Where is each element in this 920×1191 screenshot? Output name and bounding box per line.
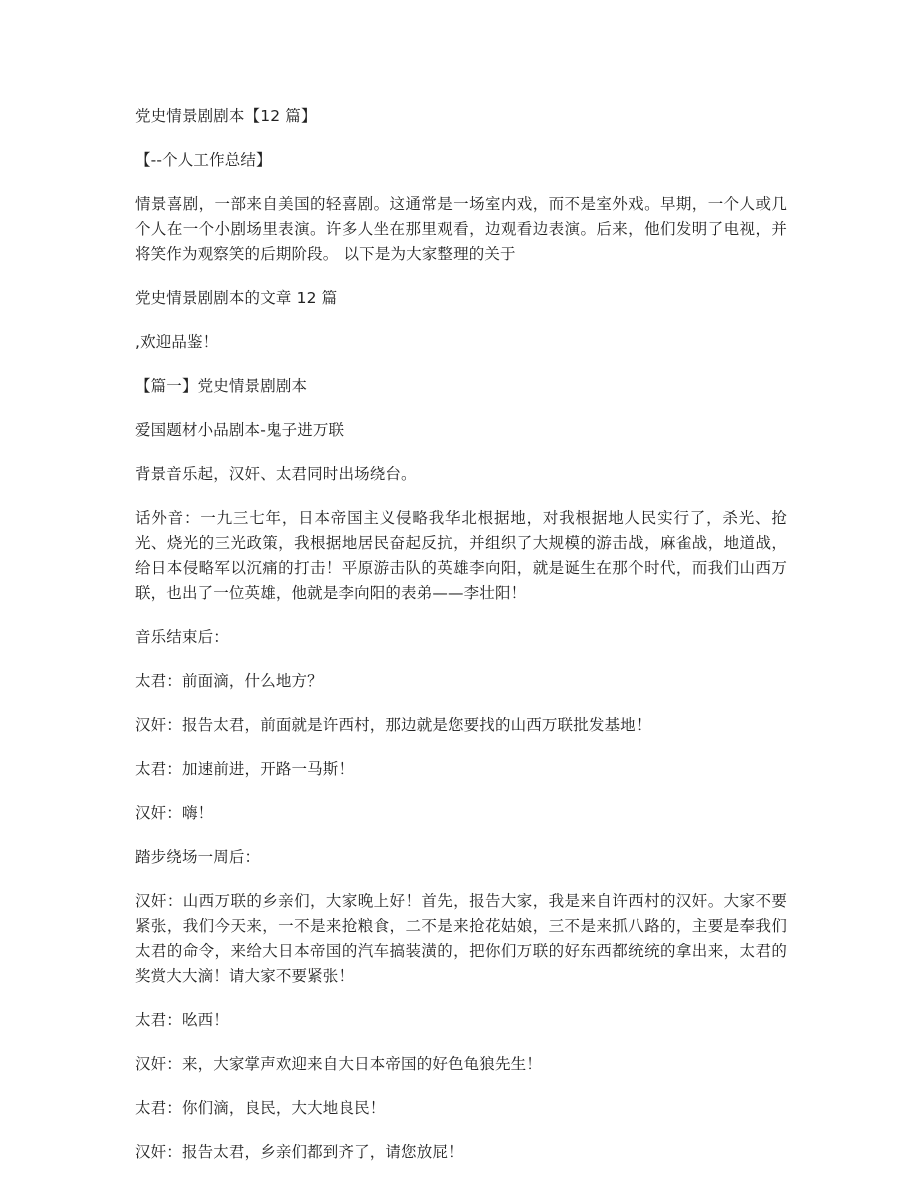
stage-direction: 音乐结束后：: [135, 628, 229, 646]
stage-direction: 背景音乐起，汉奸、太君同时出场绕台。: [135, 465, 417, 483]
dialogue-line: 汉奸：嗨！: [135, 804, 214, 822]
dialogue-line: 汉奸：报告太君，前面就是许西村，那边就是您要找的山西万联批发基地！: [135, 716, 652, 734]
script-title: 爱国题材小品剧本-鬼子进万联: [135, 421, 345, 439]
dialogue-line: 太君：前面滴，什么地方？: [135, 672, 323, 690]
document-body: [135, 104, 787, 1184]
dialogue-line: 话外音：一九三七年，日本帝国主义侵略我华北根据地，对我根据地人民实行了，杀光、抢光、烧光的三光政策，我根据地居民奋起反抗，并组织了大规模的游击战，麻雀战，地道战，给日本侵略军以沉痛的打击！平原游击队的英雄李向阳，就是诞生在那个时代，而我们山西万联，也出了一位英雄，他就是李向阳的表弟——李壮阳！: [135, 509, 787, 602]
document-title: 党史情景剧剧本【12 篇】: [135, 107, 317, 125]
document-category: 【--个人工作总结】: [135, 151, 272, 169]
dialogue-line: 太君：吆西！: [135, 1011, 229, 1029]
dialogue-line: 汉奸：来，大家掌声欢迎来自大日本帝国的好色龟狼先生！: [135, 1055, 542, 1073]
dialogue-line: 太君：你们滴，良民，大大地良民！: [135, 1099, 386, 1117]
dialogue-line: 太君：加速前进，开路一马斯！: [135, 760, 355, 778]
paragraph: 情景喜剧，一部来自美国的轻喜剧。这通常是一场室内戏，而不是室外戏。早期，一个人或几个人在一个小剧场里表演。许多人坐在那里观看，边观看边表演。后来，他们发明了电视，并将笑作为观察笑的后期阶段。 以下是为大家整理的关于: [135, 195, 787, 263]
dialogue-line: 汉奸：报告太君，乡亲们都到齐了，请您放屁！: [135, 1143, 464, 1161]
paragraph: 党史情景剧剧本的文章 12 篇: [135, 289, 338, 307]
paragraph: ,欢迎品鉴！: [135, 333, 219, 351]
section-heading: 【篇一】党史情景剧剧本: [135, 377, 308, 395]
dialogue-line: 汉奸：山西万联的乡亲们，大家晚上好！首先，报告大家，我是来自许西村的汉奸。大家不要紧张，我们今天来，一不是来抢粮食，二不是来抢花姑娘，三不是来抓八路的，主要是奉我们太君的命令，来给大日本帝国的汽车搞装潢的，把你们万联的好东西都统统的拿出来，太君的奖赏大大滴！请大家不要紧张！: [135, 892, 787, 985]
stage-direction: 踏步绕场一周后：: [135, 848, 261, 866]
